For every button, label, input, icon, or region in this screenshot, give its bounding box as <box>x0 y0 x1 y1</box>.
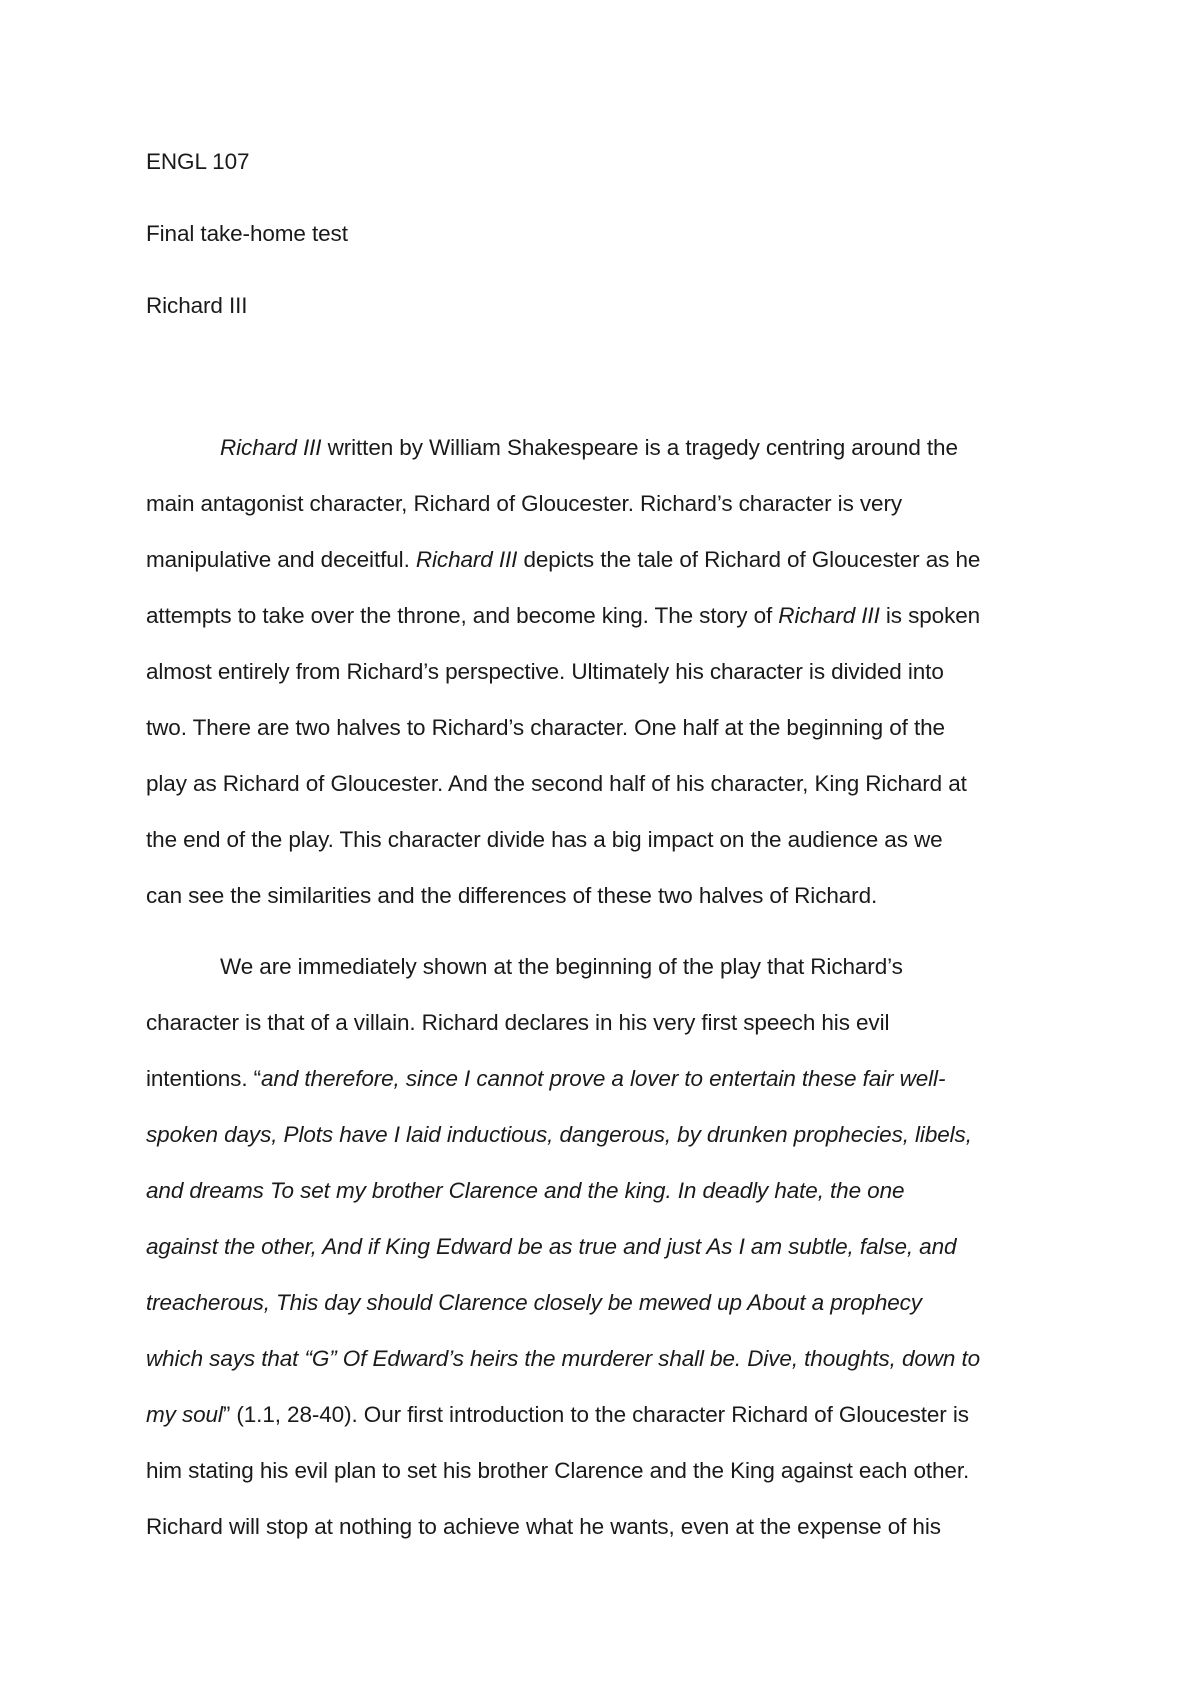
text-line: play as Richard of Gloucester. And the second half of his character, King Richard at <box>146 771 967 796</box>
text-span: is spoken <box>879 603 981 628</box>
text-span: intentions. “ <box>146 1066 262 1091</box>
play-title: Richard III <box>778 603 880 628</box>
text-line: the end of the play. This character divide has a big impact on the audience as we <box>146 827 943 852</box>
text-line: We are immediately shown at the beginning of the play that Richard’s <box>220 954 903 979</box>
quotation: and therefore, since I cannot prove a lover to entertain these fair well- <box>261 1066 946 1091</box>
text-line: almost entirely from Richard’s perspective. Ultimately his character is divided into <box>146 659 944 684</box>
text-line <box>146 601 980 631</box>
subject-title: Richard III <box>146 293 248 318</box>
text-line <box>146 1064 945 1094</box>
quotation-line: spoken days, Plots have I laid inductious, dangerous, by drunken prophecies, libels, <box>146 1122 972 1147</box>
text-span: written by William Shakespeare is a tragedy centring around the <box>321 435 958 460</box>
text-line: two. There are two halves to Richard’s character. One half at the beginning of the <box>146 715 945 740</box>
quotation-line: treacherous, This day should Clarence closely be mewed up About a prophecy <box>146 1290 922 1315</box>
quotation-line: against the other, And if King Edward be as true and just As I am subtle, false, and <box>146 1234 957 1259</box>
text-line <box>220 433 958 463</box>
play-title: Richard III <box>220 435 322 460</box>
play-title: Richard III <box>415 547 518 572</box>
text-span: ” (1.1, 28-40). Our first introduction to the character Richard of Gloucester is <box>222 1402 969 1427</box>
quotation-line: which says that “G” Of Edward’s heirs the murderer shall be. Dive, thoughts, down to <box>146 1346 981 1371</box>
quotation: my soul <box>146 1402 223 1427</box>
text-line: him stating his evil plan to set his brother Clarence and the King against each other. <box>146 1458 970 1483</box>
text-span: manipulative and deceitful. <box>146 547 416 572</box>
course-code: ENGL 107 <box>146 149 250 174</box>
text-line <box>146 545 980 575</box>
quotation-line: and dreams To set my brother Clarence and the king. In deadly hate, the one <box>146 1178 905 1203</box>
text-line <box>146 1400 969 1430</box>
text-line: Richard will stop at nothing to achieve what he wants, even at the expense of his <box>146 1514 941 1539</box>
text-line: can see the similarities and the differences of these two halves of Richard. <box>146 883 878 908</box>
text-line: main antagonist character, Richard of Gloucester. Richard’s character is very <box>146 491 902 516</box>
text-span: depicts the tale of Richard of Gloucester as he <box>517 547 981 572</box>
assignment-title: Final take-home test <box>146 221 348 246</box>
text-line: character is that of a villain. Richard declares in his very first speech his evil <box>146 1010 890 1035</box>
text-span: attempts to take over the throne, and become king. The story of <box>146 603 779 628</box>
